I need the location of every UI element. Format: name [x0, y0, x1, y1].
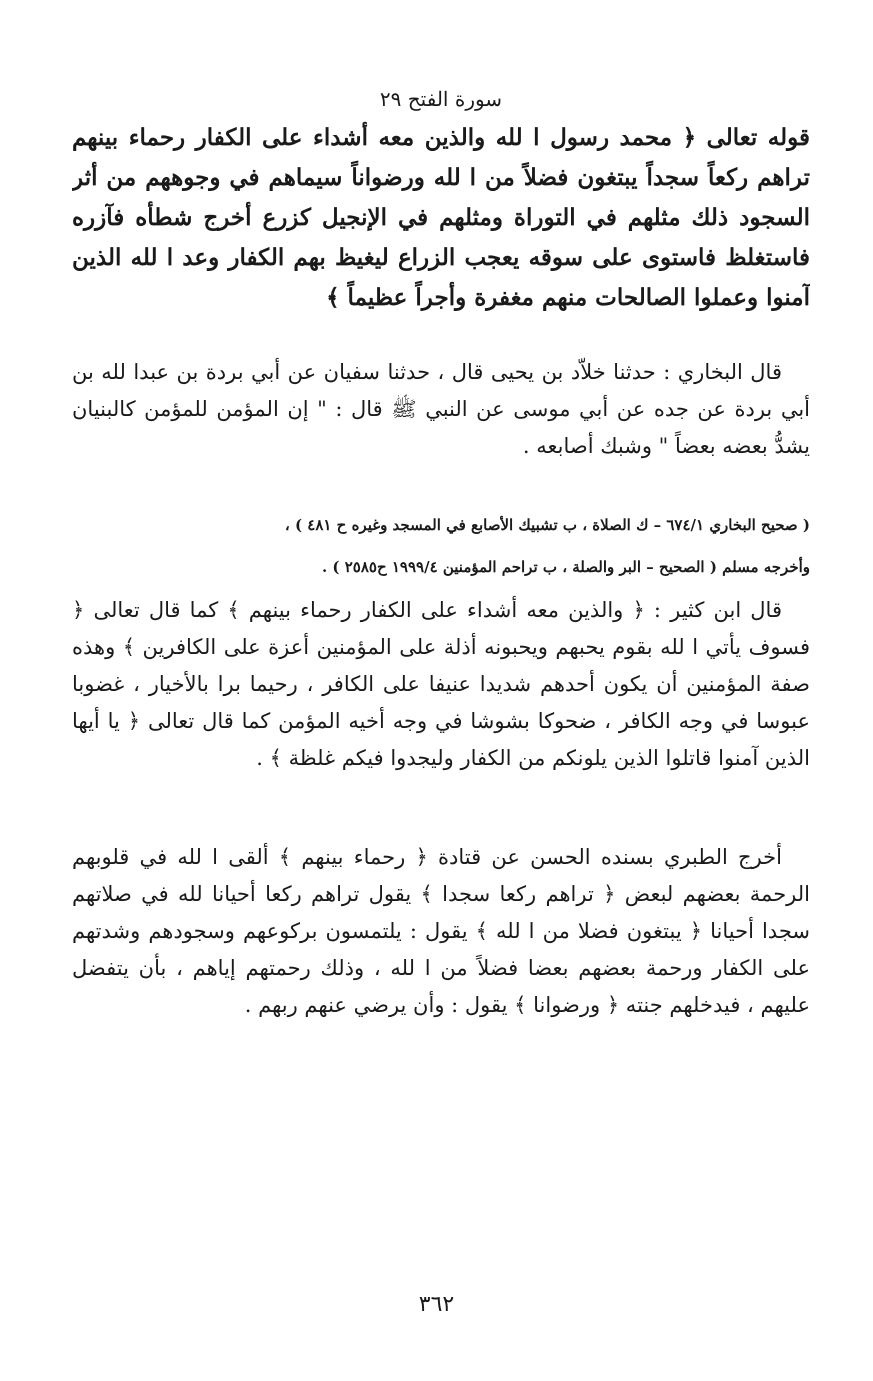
- ibn-kathir-paragraph: قال ابن كثير : ﴿ والذين معه أشداء على الكفار رحماء بينهم ﴾ كما قال تعالى ﴿ فسوف يأتي ا لله بقوم يحبهم ويحبونه أذلة على المؤمنين أعزة على الكافرين ﴾ وهذه صفة المؤمنين أن يكون أحدهم شديدا عنيفا على الكافر ، رحيما برا بالأخيار ، غضوبا عبوسا في وجه الكافر ، ضحوكا بشوشا في وجه أخيه المؤمن كما قال تعالى ﴿ يا أيها الذين آمنوا قاتلوا الذين يلونكم من الكفار وليجدوا فيكم غلظة ﴾ .: [72, 598, 810, 770]
- tabari-paragraph: أخرج الطبري بسنده الحسن عن قتادة ﴿ رحماء بينهم ﴾ ألقى ا لله في قلوبهم الرحمة بعضهم لبعض ﴿ تراهم ركعا سجدا ﴾ يقول تراهم ركعا أحيانا لله في صلاتهم سجدا أحيانا ﴿ يبتغون فضلا من ا لله ﴾ يقول : يلتمسون بركوعهم وسجودهم وشدتهم على الكفار ورحمة بعضهم بعضا فضلاً من ا لله ، وذلك رحمتهم إياهم ، بأن يتفضل عليهم ، فيدخلهم جنته ﴿ ورضوانا ﴾ يقول : وأن يرضي عنهم ربهم .: [72, 845, 810, 1017]
- hadith-references: [72, 504, 810, 592]
- page-number: ٣٦٢: [418, 1292, 455, 1317]
- book-page: [72, 82, 810, 1332]
- reference-line-muslim: وأخرجه مسلم ( الصحيح – البر والصلة ، ب تراحم المؤمنين ١٩٩٩/٤ ح٢٥٨٥ ) .: [321, 558, 810, 576]
- quran-verse-block: قوله تعالى ﴿ محمد رسول ا لله والذين معه أشداء على الكفار رحماء بينهم تراهم ركعاً سجداً يبتغون فضلاً من ا لله ورضواناً سيماهم في وجوههم من أثر السجود ذلك مثلهم في التوراة ومثلهم في الإنجيل كزرع أخرج شطأه فآزره فاستغلظ فاستوى على سوقه يعجب الزراع ليغيظ بهم الكفار وعد ا لله الذين آمنوا وعملوا الصالحات منهم مغفرة وأجراً عظيماً ﴾: [72, 124, 810, 311]
- reference-line-bukhari: ( صحيح البخاري ٦٧٤/١ – ك الصلاة ، ب تشبيك الأصابع في المسجد وغيره ح ٤٨١ ) ،: [284, 516, 810, 534]
- bukhari-hadith-paragraph: قال البخاري : حدثنا خلاّد بن يحيى قال ، حدثنا سفيان عن أبي بردة بن عبدا لله بن أبي بردة عن جده عن أبي موسى عن النبي ﷺ قال : " إن المؤمن للمؤمن كالبنيان يشدُّ بعضه بعضاً " وشبك أصابعه .: [72, 360, 810, 458]
- running-head: سورة الفتح ٢٩: [379, 87, 503, 111]
